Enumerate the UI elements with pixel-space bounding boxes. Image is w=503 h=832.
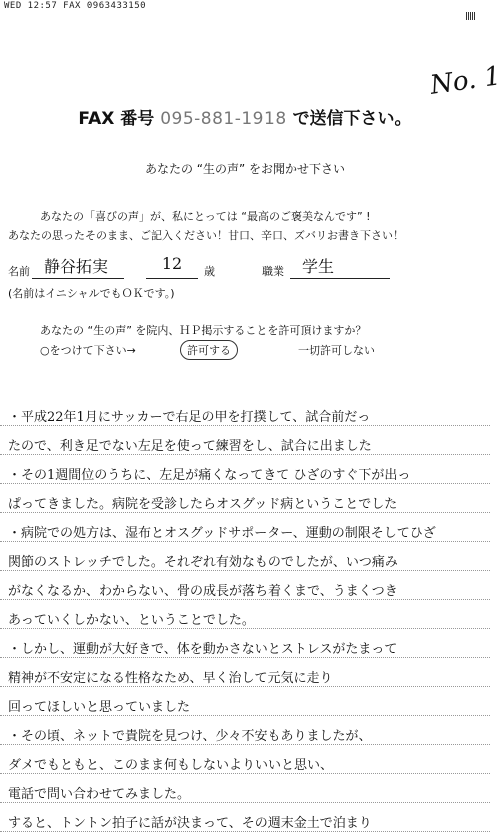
comment-line: ダメでもともと、このまま何もしないよりいいと思い、: [8, 758, 334, 773]
ruled-line: [0, 512, 490, 513]
comment-line: たので、利き足でない左足を使って練習をし、試合に出ました: [8, 439, 372, 454]
permission-question: あなたの “生の声” を院内、ＨＰ掲示することを許可頂けますか？: [40, 324, 367, 337]
allow-option[interactable]: 許可する: [180, 340, 238, 360]
ruled-line: [0, 541, 490, 542]
ruled-line: [0, 715, 490, 716]
intro-line-2: あなたの思ったそのまま、ご記入ください！甘口、辛口、ズバリお書き下さい！: [8, 229, 404, 242]
job-value: 学生: [302, 257, 335, 276]
ruled-line: [0, 570, 490, 571]
intro-line-1: あなたの「喜びの声」が、私にとっては “最高のご褒美なんです” !: [40, 210, 371, 223]
age-unit: 歳: [204, 265, 215, 278]
name-note: (名前はイニシャルでもＯＫです。): [8, 287, 175, 300]
job-label: 職業: [262, 265, 284, 278]
ruled-line: [0, 686, 490, 687]
fax-title-prefix: FAX 番号: [78, 109, 155, 129]
comment-line: 回ってほしいと思っていました: [8, 700, 191, 715]
ruled-line: [0, 744, 490, 745]
comment-line: ・しかし、運動が大好きで、体を動かさないとストレスがたまって: [8, 642, 398, 657]
comment-line: 精神が不安定になる性格なため、早く治して元気に走り: [8, 671, 333, 686]
age-field[interactable]: [146, 254, 198, 279]
comment-line: ・その頃、ネットで貴院を見つけ、少々不安もありましたが、: [8, 729, 372, 744]
ruled-line: [0, 657, 490, 658]
fax-number: 095-881-1918: [160, 109, 287, 129]
comment-line: 関節のストレッチでした。それぞれ有効なものでしたが、いつ痛み: [8, 555, 398, 570]
ruled-line: [0, 773, 490, 774]
comment-line: すると、トントン拍子に話が決まって、その週末金土で泊まり: [8, 816, 372, 831]
comment-line: ・平成22年1月にサッカーで右足の甲を打撲して、試合前だっ: [8, 410, 371, 425]
fax-title: [0, 104, 490, 129]
fax-title-suffix: で送信下さい。: [292, 109, 412, 129]
permission-instruction: ○をつけて下さい→: [40, 344, 136, 357]
ruled-line: [0, 483, 490, 484]
comment-line: ・その1週間位のうちに、左足が痛くなってきて ひざのすぐ下が出っ: [8, 468, 411, 483]
ruled-line: [0, 599, 490, 600]
deny-option[interactable]: 一切許可しない: [298, 344, 375, 357]
job-field[interactable]: [290, 254, 390, 279]
fax-header: WED 12:57 FAX 0963433150: [4, 1, 147, 11]
age-value: 12: [161, 254, 183, 273]
ruled-line: [0, 425, 490, 426]
comment-line: がなくなるか、わからない、骨の成長が落ち着くまで、うまくつき: [8, 584, 398, 599]
ruled-line: [0, 802, 490, 803]
ruled-line: [0, 454, 490, 455]
comment-line: あっていくしかない、ということでした。: [8, 613, 255, 628]
comment-line: ぱってきました。病院を受診したらオスグッド病ということでした: [8, 497, 398, 512]
name-value: 静谷拓実: [44, 257, 109, 276]
name-label: 名前: [8, 265, 30, 278]
comment-line: ・病院での処方は、湿布とオスグッドサポーター、運動の制限そしてひざ: [8, 526, 436, 541]
ruled-line: [0, 628, 490, 629]
subtitle: あなたの “生の声” をお聞かせ下さい: [144, 162, 346, 176]
page-number: No. 1: [428, 61, 503, 101]
scan-mark: [466, 12, 476, 20]
name-field[interactable]: [32, 254, 124, 279]
comment-line: 電話で問い合わせてみました。: [8, 787, 191, 802]
